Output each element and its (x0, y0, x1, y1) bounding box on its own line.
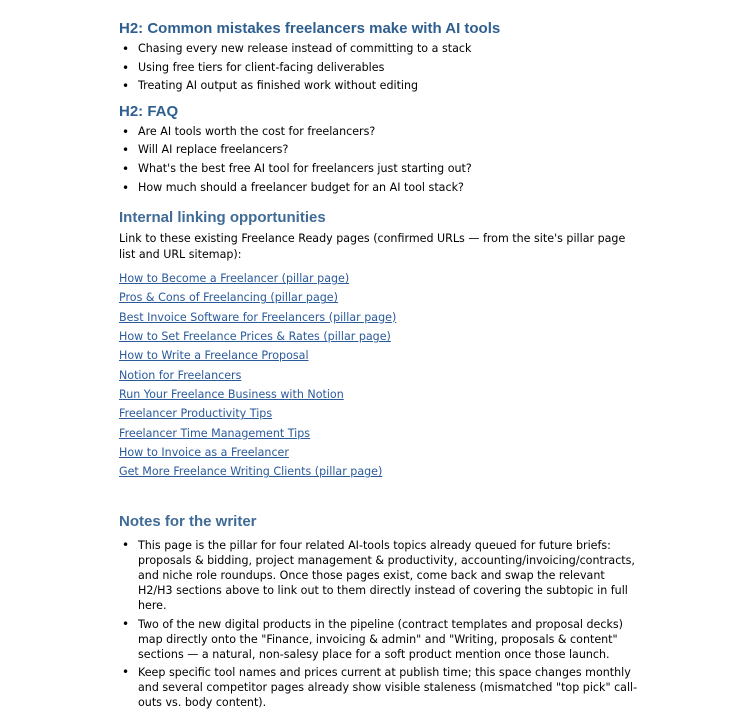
link-pros-cons[interactable]: Pros & Cons of Freelancing (pillar page) (119, 291, 338, 305)
internal-links-list (119, 269, 639, 481)
link-invoice-software[interactable]: Best Invoice Software for Freelancers (pillar page) (119, 310, 397, 324)
mistakes-list (119, 40, 639, 96)
link-writing-clients[interactable]: Get More Freelance Writing Clients (pillar page) (119, 465, 383, 479)
list-item: • What's the best free AI tool for freelancers just starting out? (138, 160, 639, 179)
link-become-freelancer[interactable]: How to Become a Freelancer (pillar page) (119, 272, 350, 286)
list-item: • Treating AI output as finished work without editing (138, 77, 639, 96)
link-set-prices[interactable]: How to Set Freelance Prices & Rates (pillar page) (119, 330, 391, 344)
list-item: • Using free tiers for client-facing deliverables (138, 59, 639, 78)
notes-list (119, 538, 639, 709)
link-run-business-notion[interactable]: Run Your Freelance Business with Notion (119, 387, 344, 401)
internal-links-intro: Link to these existing Freelance Ready pages (confirmed URLs — from the site's pillar page list and URL sitemap): (119, 232, 626, 262)
list-item: • Will AI replace freelancers? (138, 141, 639, 160)
faq-list (119, 123, 639, 197)
list-item: • Two of the new digital products in the pipeline (contract templates and proposal decks) map directly onto the "Finance, invoicing & admin" and "Writing, proposals & content" sections — a natural, non-salesy place for a soft product mention once those launch. (138, 617, 639, 662)
list-item: • Are AI tools worth the cost for freelancers? (138, 123, 639, 142)
heading-internal-linking: Internal linking opportunities (119, 209, 326, 227)
heading-notes-writer: Notes for the writer (119, 513, 257, 531)
link-write-proposal[interactable]: How to Write a Freelance Proposal (119, 349, 309, 363)
link-how-to-invoice[interactable]: How to Invoice as a Freelancer (119, 445, 289, 459)
list-item: • Chasing every new release instead of committing to a stack (138, 40, 639, 59)
list-item: • Keep specific tool names and prices current at publish time; this space changes monthly and several competitor pages already show visible staleness (mismatched "top pick" call-outs vs. body content). (138, 665, 639, 710)
list-item: • This page is the pillar for four related AI-tools topics already queued for future briefs: proposals & bidding, project management & productivity, accounting/invoicing/contracts, and niche role roundups. Once those pages exist, come back and swap the relevant H2/H3 sections above to link out to them directly instead of covering the subtopic in full here. (138, 538, 639, 613)
list-item: • How much should a freelancer budget for an AI tool stack? (138, 179, 639, 198)
heading-common-mistakes: H2: Common mistakes freelancers make with AI tools (119, 20, 501, 37)
heading-faq: H2: FAQ (119, 102, 179, 120)
document-page (119, 19, 639, 713)
link-notion[interactable]: Notion for Freelancers (119, 368, 242, 382)
link-productivity-tips[interactable]: Freelancer Productivity Tips (119, 407, 273, 421)
link-time-management[interactable]: Freelancer Time Management Tips (119, 426, 311, 440)
